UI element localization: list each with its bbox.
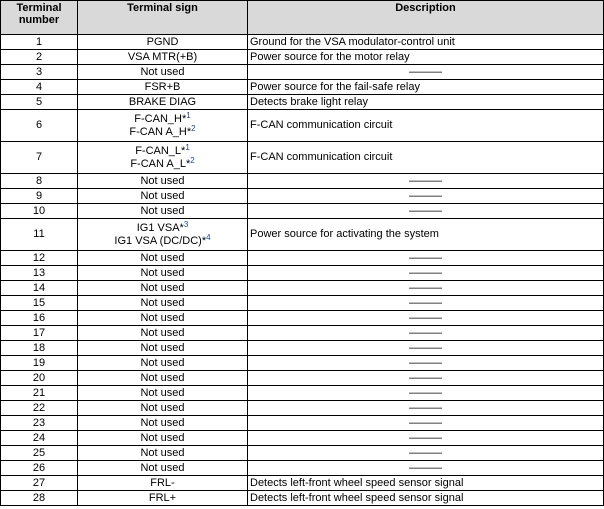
description-cell: ——— — [248, 281, 604, 296]
terminal-sign-cell: PGND — [78, 35, 248, 50]
terminal-number-cell: 15 — [1, 296, 78, 311]
description-cell: Power source for the motor relay — [248, 50, 604, 65]
terminal-number-cell: 6 — [1, 110, 78, 142]
description-cell: ——— — [248, 386, 604, 401]
description-cell: ——— — [248, 296, 604, 311]
terminal-number-cell: 9 — [1, 189, 78, 204]
table-row — [1, 142, 604, 174]
terminal-sign-cell: Not used — [78, 311, 248, 326]
table-row — [1, 386, 604, 401]
description-cell: ——— — [248, 174, 604, 189]
footnote-star: * — [186, 125, 192, 138]
header-description: Description — [248, 1, 604, 35]
table-row — [1, 80, 604, 95]
table-row — [1, 174, 604, 189]
description-cell: F-CAN communication circuit — [248, 142, 604, 174]
description-cell: ——— — [248, 356, 604, 371]
description-cell: ——— — [248, 461, 604, 476]
table-row — [1, 189, 604, 204]
description-cell: ——— — [248, 311, 604, 326]
table-row — [1, 491, 604, 506]
table-row — [1, 431, 604, 446]
terminal-sign-cell: Not used — [78, 174, 248, 189]
terminal-number-cell: 14 — [1, 281, 78, 296]
terminal-sign-cell — [78, 219, 248, 251]
header-row — [1, 1, 604, 35]
terminal-sign-cell: Not used — [78, 356, 248, 371]
terminal-sign-cell: Not used — [78, 341, 248, 356]
table-row — [1, 326, 604, 341]
table-row — [1, 476, 604, 491]
terminal-sign-cell: Not used — [78, 446, 248, 461]
terminal-sign-text: IG1 VSA — [136, 221, 180, 234]
table-row — [1, 50, 604, 65]
terminal-sign-cell: Not used — [78, 326, 248, 341]
terminal-number-cell: 19 — [1, 356, 78, 371]
table-row — [1, 95, 604, 110]
terminal-sign-text: F-CAN A_L — [130, 157, 186, 170]
terminal-sign-cell: Not used — [78, 401, 248, 416]
footnote-marker: 3 — [183, 219, 189, 229]
terminal-number-cell: 16 — [1, 311, 78, 326]
footnote-marker: 1 — [185, 142, 190, 152]
description-cell: ——— — [248, 266, 604, 281]
description-cell: ——— — [248, 431, 604, 446]
terminal-sign-cell: Not used — [78, 386, 248, 401]
table-row — [1, 416, 604, 431]
terminal-number-cell: 12 — [1, 251, 78, 266]
terminal-number-cell: 25 — [1, 446, 78, 461]
terminal-number-cell: 26 — [1, 461, 78, 476]
footnote-star: * — [179, 221, 184, 234]
terminal-sign-cell: Not used — [78, 416, 248, 431]
description-cell: ——— — [248, 341, 604, 356]
terminal-sign-cell — [78, 110, 248, 142]
table-row — [1, 461, 604, 476]
terminal-number-cell: 1 — [1, 35, 78, 50]
terminal-sign-cell: Not used — [78, 371, 248, 386]
table-row — [1, 356, 604, 371]
terminal-sign-cell: Not used — [78, 189, 248, 204]
terminal-sign-cell: FSR+B — [78, 80, 248, 95]
terminal-sign-cell: Not used — [78, 65, 248, 80]
terminal-sign-cell: Not used — [78, 281, 248, 296]
description-cell: F-CAN communication circuit — [248, 110, 604, 142]
description-cell: Power source for activating the system — [248, 219, 604, 251]
terminal-number-cell: 10 — [1, 204, 78, 219]
table-header — [1, 1, 604, 35]
terminal-number-cell: 24 — [1, 431, 78, 446]
terminal-sign-cell: FRL+ — [78, 491, 248, 506]
terminal-number-cell: 13 — [1, 266, 78, 281]
table-row — [1, 266, 604, 281]
terminal-sign-cell: Not used — [78, 266, 248, 281]
terminal-number-cell: 23 — [1, 416, 78, 431]
description-cell: ——— — [248, 401, 604, 416]
table-row — [1, 35, 604, 50]
terminal-number-cell: 3 — [1, 65, 78, 80]
terminal-number-cell: 5 — [1, 95, 78, 110]
terminal-number-cell: 2 — [1, 50, 78, 65]
terminal-sign-line — [80, 123, 245, 139]
footnote-star: * — [185, 157, 191, 170]
terminal-number-cell: 27 — [1, 476, 78, 491]
terminal-sign-cell: Not used — [78, 251, 248, 266]
terminal-sign-line — [80, 155, 245, 171]
description-cell: ——— — [248, 416, 604, 431]
table-row — [1, 341, 604, 356]
terminal-sign-cell: Not used — [78, 204, 248, 219]
terminal-number-cell: 22 — [1, 401, 78, 416]
terminal-sign-cell: BRAKE DIAG — [78, 95, 248, 110]
terminal-number-cell: 21 — [1, 386, 78, 401]
terminal-sign-cell: Not used — [78, 431, 248, 446]
terminal-sign-line — [80, 142, 245, 158]
table-row — [1, 401, 604, 416]
terminal-number-cell: 28 — [1, 491, 78, 506]
table-row — [1, 371, 604, 386]
table-row — [1, 204, 604, 219]
header-terminal-number: Terminal number — [1, 1, 78, 35]
description-cell: Ground for the VSA modulator-control unit — [248, 35, 604, 50]
terminal-number-cell: 17 — [1, 326, 78, 341]
terminal-sign-cell: VSA MTR(+B) — [78, 50, 248, 65]
footnote-star: * — [201, 234, 207, 247]
table-row — [1, 251, 604, 266]
footnote-marker: 1 — [186, 110, 191, 120]
table-row — [1, 311, 604, 326]
terminal-sign-cell — [78, 142, 248, 174]
description-cell: ——— — [248, 326, 604, 341]
table-row — [1, 281, 604, 296]
terminal-number-cell: 11 — [1, 219, 78, 251]
terminal-number-cell: 18 — [1, 341, 78, 356]
terminal-number-cell: 8 — [1, 174, 78, 189]
footnote-marker: 2 — [190, 155, 195, 165]
table-row — [1, 219, 604, 251]
description-cell: ——— — [248, 251, 604, 266]
terminal-sign-text: F-CAN A_H — [129, 125, 187, 138]
description-cell: ——— — [248, 446, 604, 461]
terminal-number-cell: 4 — [1, 80, 78, 95]
description-cell: Detects left-front wheel speed sensor signal — [248, 476, 604, 491]
table-row — [1, 446, 604, 461]
terminal-sign-line — [80, 232, 245, 248]
footnote-star: * — [181, 144, 186, 157]
terminal-sign-text: F-CAN_H — [134, 112, 182, 125]
description-cell: Power source for the fail-safe relay — [248, 80, 604, 95]
table-row — [1, 296, 604, 311]
description-cell: ——— — [248, 204, 604, 219]
description-cell: ——— — [248, 371, 604, 386]
description-cell: Detects brake light relay — [248, 95, 604, 110]
table-row — [1, 65, 604, 80]
terminal-number-cell: 7 — [1, 142, 78, 174]
terminal-sign-text: F-CAN_L — [135, 144, 182, 157]
footnote-star: * — [181, 112, 187, 125]
table-body — [1, 35, 604, 506]
header-terminal-sign: Terminal sign — [78, 1, 248, 35]
terminal-sign-cell: Not used — [78, 296, 248, 311]
description-cell: Detects left-front wheel speed sensor signal — [248, 491, 604, 506]
terminal-sign-line — [80, 219, 245, 235]
terminal-sign-cell: FRL- — [78, 476, 248, 491]
footnote-marker: 2 — [191, 123, 196, 133]
description-cell: ——— — [248, 65, 604, 80]
terminal-number-cell: 20 — [1, 371, 78, 386]
description-cell: ——— — [248, 189, 604, 204]
terminal-sign-text: IG1 VSA (DC/DC) — [114, 234, 202, 247]
footnote-marker: 4 — [206, 232, 211, 242]
terminal-sign-line — [80, 110, 245, 126]
terminal-sign-cell: Not used — [78, 461, 248, 476]
table-row — [1, 110, 604, 142]
